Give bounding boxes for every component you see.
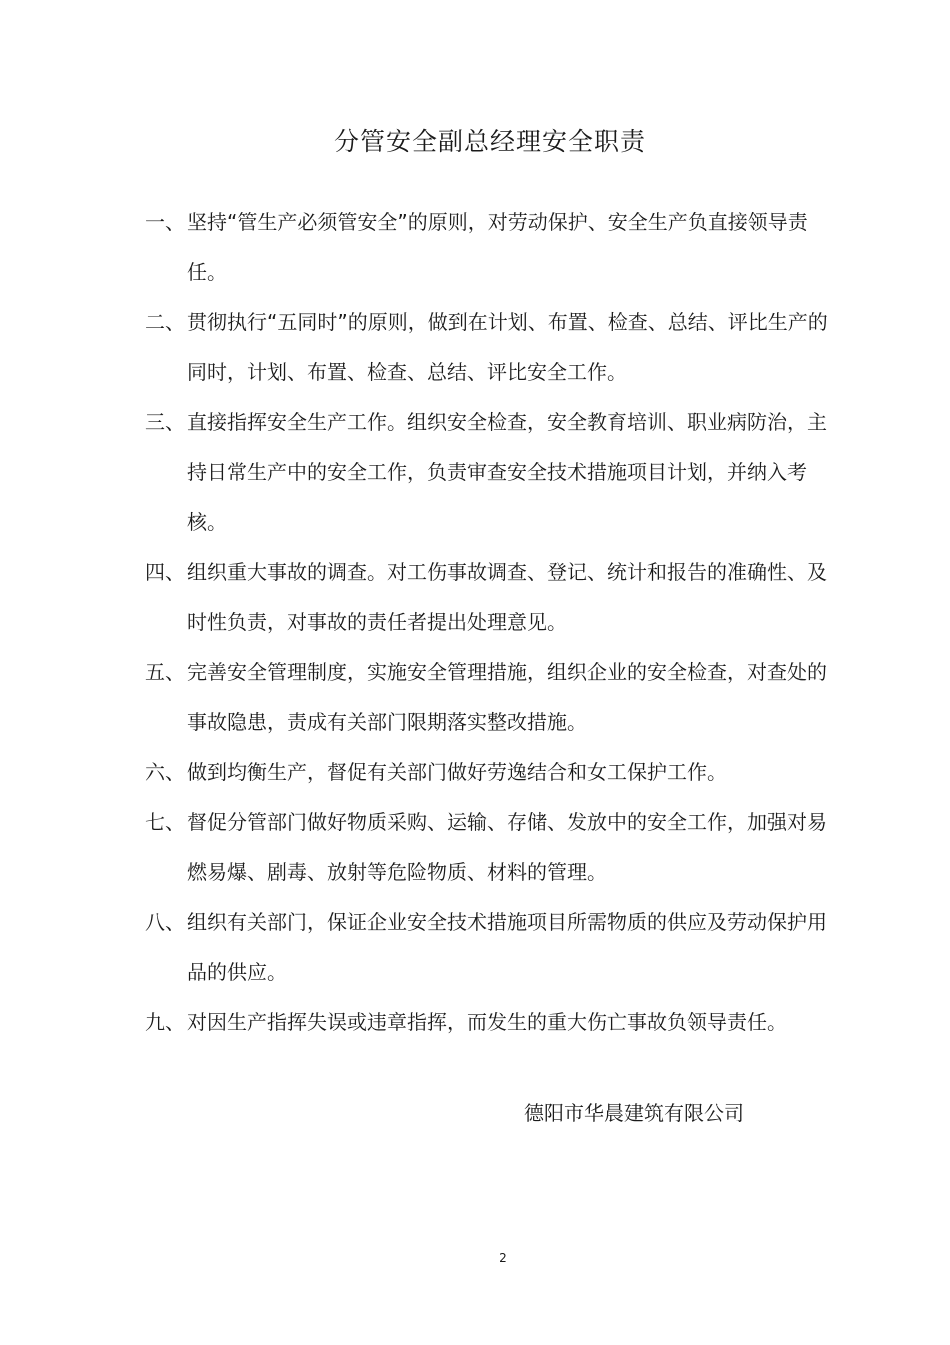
item-text: 对因生产指挥失误或违章指挥，而发生的重大伤亡事故负领导责任。	[187, 1010, 787, 1034]
company-signature: 德阳市华晨建筑有限公司	[524, 1101, 744, 1125]
list-item	[145, 747, 835, 797]
item-text: 督促分管部门做好物质采购、运输、存储、发放中的安全工作，加强对易燃易爆、剧毒、放射等危险物质、材料的管理。	[187, 810, 827, 884]
list-item	[145, 647, 835, 747]
item-text: 组织有关部门，保证企业安全技术措施项目所需物质的供应及劳动保护用品的供应。	[187, 910, 827, 984]
list-item	[145, 197, 835, 297]
item-text: 坚持“管生产必须管安全”的原则，对劳动保护、安全生产负直接领导责任。	[187, 210, 808, 284]
item-text: 贯彻执行“五同时”的原则，做到在计划、布置、检查、总结、评比生产的同时，计划、布置、检查、总结、评比安全工作。	[187, 310, 828, 384]
item-number: 七、	[145, 810, 185, 834]
list-item	[145, 797, 835, 897]
item-text: 组织重大事故的调查。对工伤事故调查、登记、统计和报告的准确性、及时性负责，对事故的责任者提出处理意见。	[187, 560, 827, 634]
item-number: 八、	[145, 910, 185, 934]
item-number: 二、	[145, 310, 185, 334]
list-item	[145, 997, 835, 1047]
item-number: 五、	[145, 660, 185, 684]
item-number: 四、	[145, 560, 185, 584]
document-title: 分管安全副总经理安全职责	[333, 127, 646, 156]
item-number: 一、	[145, 210, 185, 234]
item-text: 完善安全管理制度，实施安全管理措施，组织企业的安全检查，对查处的事故隐患，责成有关部门限期落实整改措施。	[187, 660, 827, 734]
item-number: 六、	[145, 760, 185, 784]
page-number: 2	[499, 1251, 507, 1265]
list-item	[145, 897, 835, 997]
list-item	[145, 397, 835, 547]
item-text: 做到均衡生产，督促有关部门做好劳逸结合和女工保护工作。	[187, 760, 727, 784]
list-item	[145, 547, 835, 647]
item-text: 直接指挥安全生产工作。组织安全检查，安全教育培训、职业病防治，主持日常生产中的安全工作，负责审查安全技术措施项目计划，并纳入考核。	[187, 410, 827, 534]
responsibility-list	[145, 197, 835, 1047]
list-item	[145, 297, 835, 397]
item-number: 三、	[145, 410, 185, 434]
item-number: 九、	[145, 1010, 185, 1034]
